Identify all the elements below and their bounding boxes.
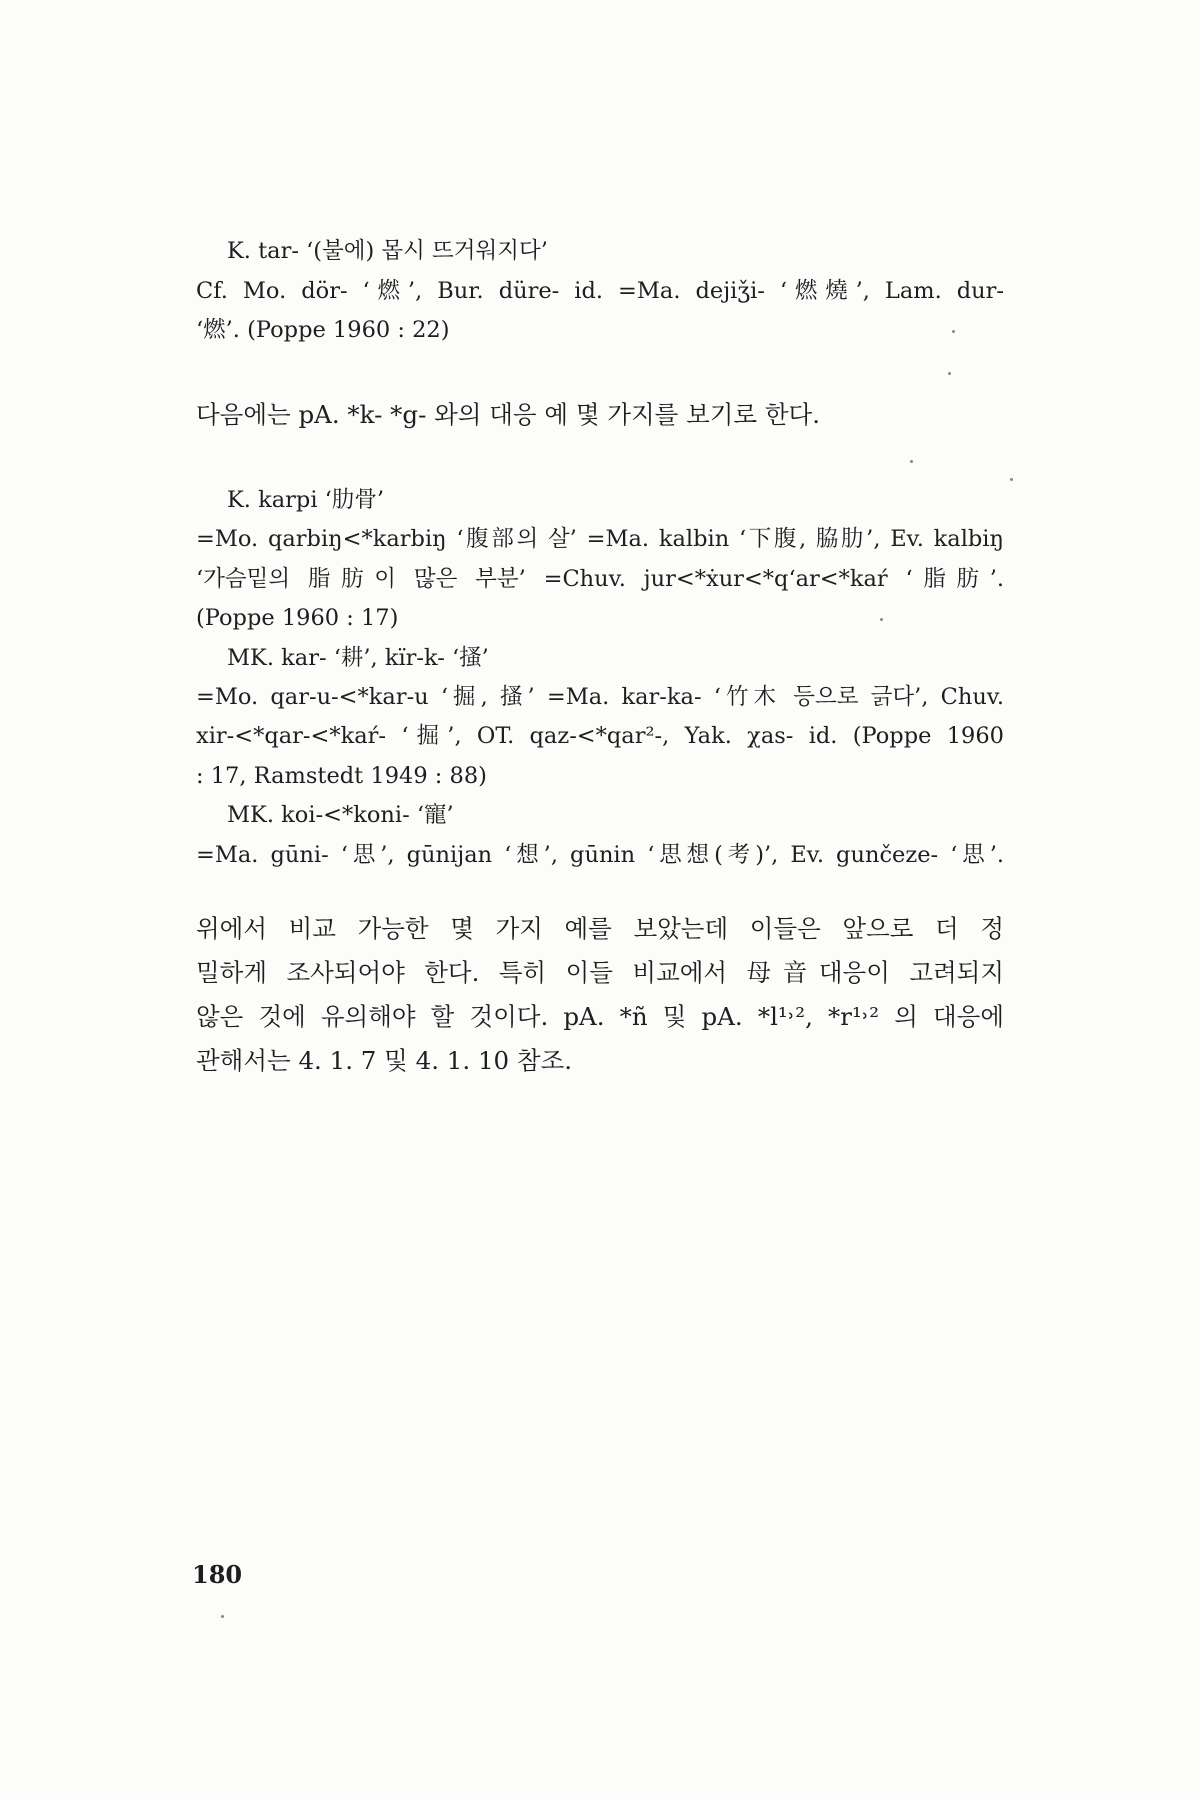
scan-speck [952, 330, 955, 333]
text-line: ‘가슴밑의 脂肪이 많은 부분’ =Chuv. jur<*ẋur<*qʻar<*kaŕ ‘脂肪’. [196, 566, 1004, 592]
text-line: 않은 것에 유의해야 할 것이다. pA. *ñ 및 pA. *l¹˒², *r¹˒² 의 대응에 [196, 1002, 1004, 1031]
scan-speck [880, 618, 883, 621]
text-line: Cf. Mo. dör- ‘燃’, Bur. düre- id. =Ma. dejiǯi- ‘燃燒’, Lam. dur- [196, 278, 1004, 304]
text-line: =Ma. gūni- ‘思’, gūnijan ‘想’, gūnin ‘思想(考)’, Ev. gunčeze- ‘思’. [196, 842, 1004, 868]
page-number: 180 [192, 1560, 243, 1589]
text-line: (Poppe 1960 : 17) [196, 605, 399, 631]
text-line: 관해서는 4. 1. 7 및 4. 1. 10 참조. [196, 1046, 573, 1075]
text-line: 위에서 비교 가능한 몇 가지 예를 보았는데 이들은 앞으로 더 정 [196, 914, 1004, 943]
text-line: =Mo. qar-u-<*kar-u ‘掘, 搔’ =Ma. kar-ka- ‘竹木 등으로 긁다’, Chuv. [196, 684, 1004, 710]
text-line: MK. koi-<*koni- ‘寵’ [227, 802, 454, 828]
text-line: 밀하게 조사되어야 한다. 특히 이들 비교에서 母音대응이 고려되지 [196, 958, 1004, 987]
text-line: xir-<*qar-<*kaŕ- ‘掘’, OT. qaz-<*qar²-, Yak. χas- id. (Poppe 1960 [196, 723, 1004, 749]
scan-speck [221, 1615, 224, 1618]
text-line: K. tar- ‘(불에) 몹시 뜨거워지다’ [227, 238, 548, 264]
text-line: : 17, Ramstedt 1949 : 88) [196, 763, 487, 789]
text-line: 다음에는 pA. *k- *g- 와의 대응 예 몇 가지를 보기로 한다. [196, 400, 820, 429]
scan-speck [1010, 478, 1013, 481]
text-line: K. karpi ‘肋骨’ [227, 487, 384, 513]
scan-speck [948, 372, 951, 375]
text-line: =Mo. qarbiŋ<*karbiŋ ‘腹部의 살’ =Ma. kalbin ‘下腹, 脇肋’, Ev. kalbiŋ [196, 526, 1004, 552]
text-line: MK. kar- ‘耕’, kïr-k- ‘搔’ [227, 645, 489, 671]
scan-speck [910, 460, 913, 463]
text-line: ‘燃’. (Poppe 1960 : 22) [196, 317, 450, 343]
